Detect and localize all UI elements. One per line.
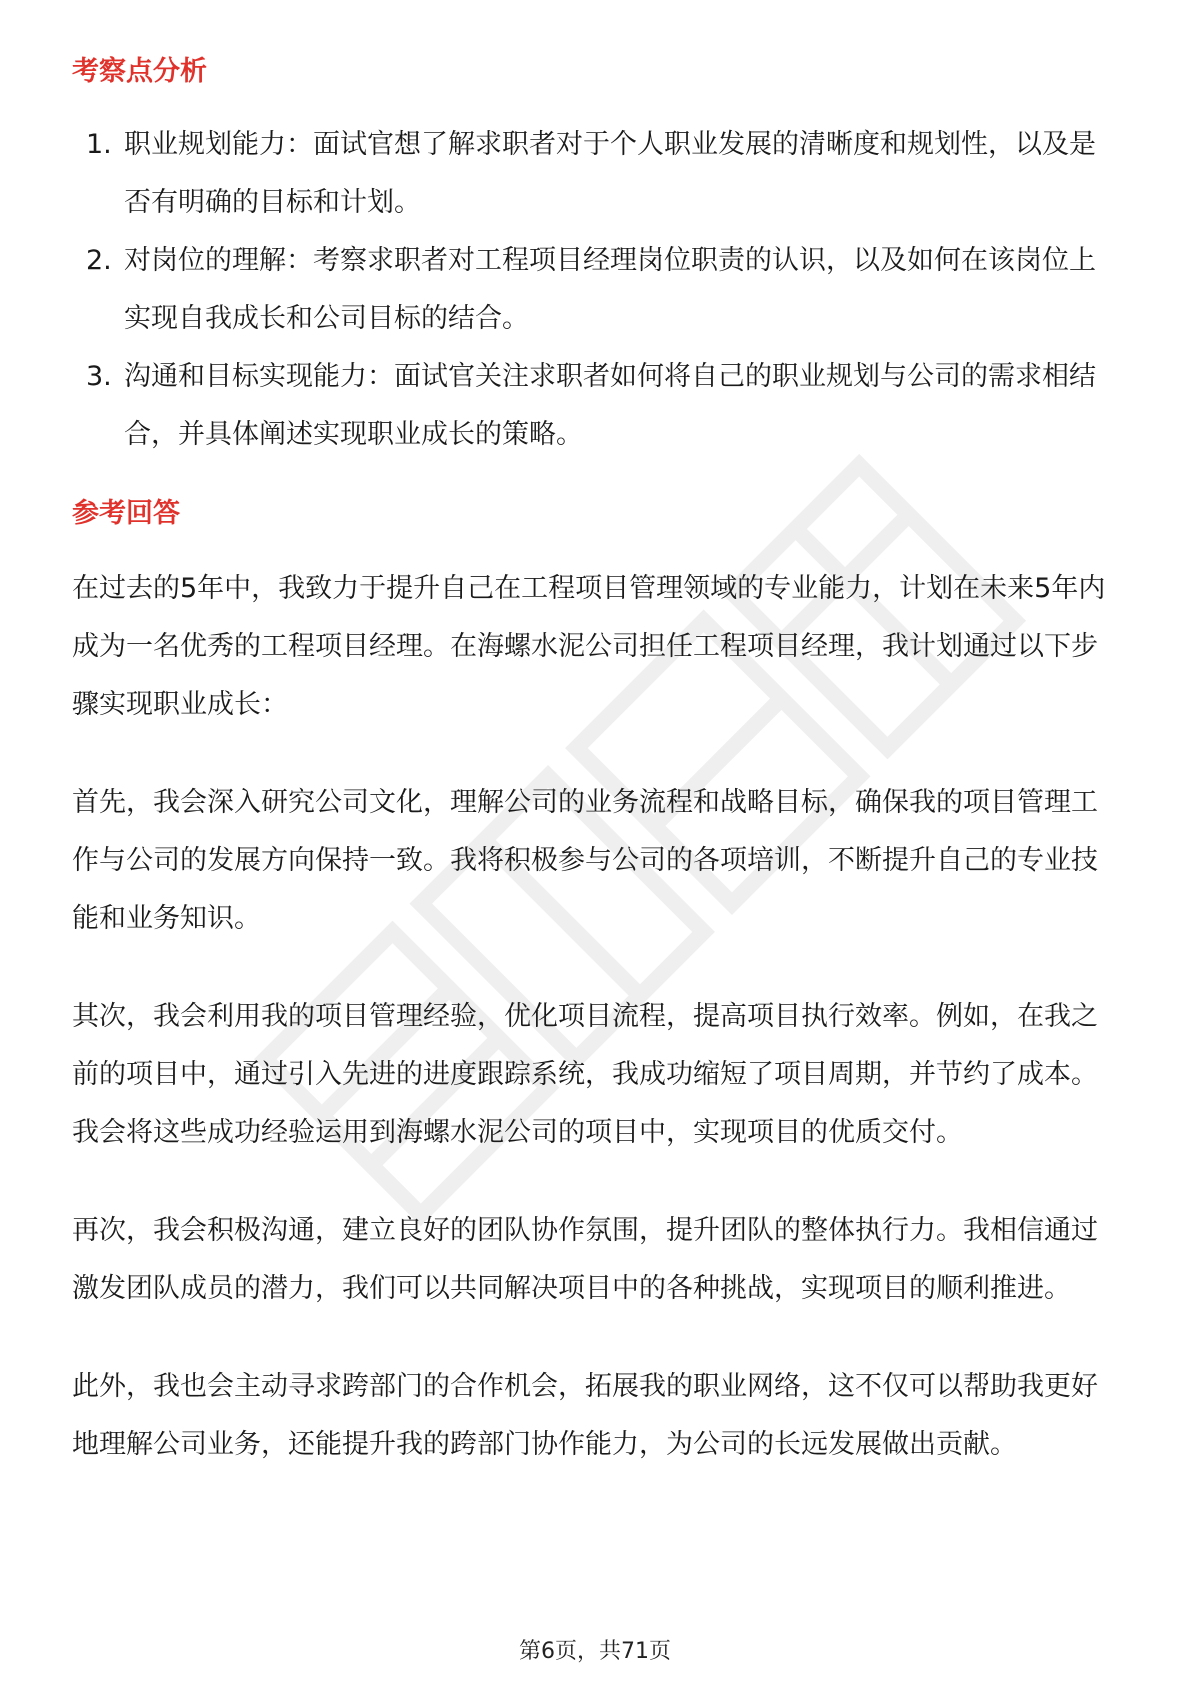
answer-body (72, 560, 1122, 1514)
answer-paragraph: 在过去的5年中，我致力于提升自己在工程项目管理领域的专业能力，计划在未来5年内成为一名优秀的工程项目经理。在海螺水泥公司担任工程项目经理，我计划通过以下步骤实现职业成长： (72, 573, 1106, 720)
list-item-text: 对岗位的理解：考察求职者对工程项目经理岗位职责的认识，以及如何在该岗位上实现自我成长和公司目标的结合。 (124, 245, 1096, 334)
list-item (72, 348, 1122, 464)
section-title-analysis: 考察点分析 (72, 56, 207, 87)
list-item (72, 116, 1122, 232)
list-number: 2. (86, 245, 112, 276)
answer-paragraph: 再次，我会积极沟通，建立良好的团队协作氛围，提升团队的整体执行力。我相信通过激发团队成员的潜力，我们可以共同解决项目中的各种挑战，实现项目的顺利推进。 (72, 1215, 1098, 1304)
answer-paragraph: 首先，我会深入研究公司文化，理解公司的业务流程和战略目标，确保我的项目管理工作与公司的发展方向保持一致。我将积极参与公司的各项培训，不断提升自己的专业技能和业务知识。 (72, 787, 1098, 934)
list-item (72, 232, 1122, 348)
section-title-answer: 参考回答 (72, 498, 180, 529)
answer-paragraph: 其次，我会利用我的项目管理经验，优化项目流程，提高项目执行效率。例如，在我之前的项目中，通过引入先进的进度跟踪系统，我成功缩短了项目周期，并节约了成本。我会将这些成功经验运用到海螺水泥公司的项目中，实现项目的优质交付。 (72, 1001, 1098, 1148)
list-item-text: 沟通和目标实现能力：面试官关注求职者如何将自己的职业规划与公司的需求相结合，并具体阐述实现职业成长的策略。 (124, 361, 1096, 450)
list-item-text: 职业规划能力：面试官想了解求职者对于个人职业发展的清晰度和规划性，以及是否有明确的目标和计划。 (124, 129, 1096, 218)
list-number: 1. (86, 129, 112, 160)
page-number-footer: 第6页，共71页 (519, 1639, 671, 1664)
analysis-points-list (72, 116, 1122, 464)
list-number: 3. (86, 361, 112, 392)
answer-paragraph: 此外，我也会主动寻求跨部门的合作机会，拓展我的职业网络，这不仅可以帮助我更好地理解公司业务，还能提升我的跨部门协作能力，为公司的长远发展做出贡献。 (72, 1371, 1098, 1460)
